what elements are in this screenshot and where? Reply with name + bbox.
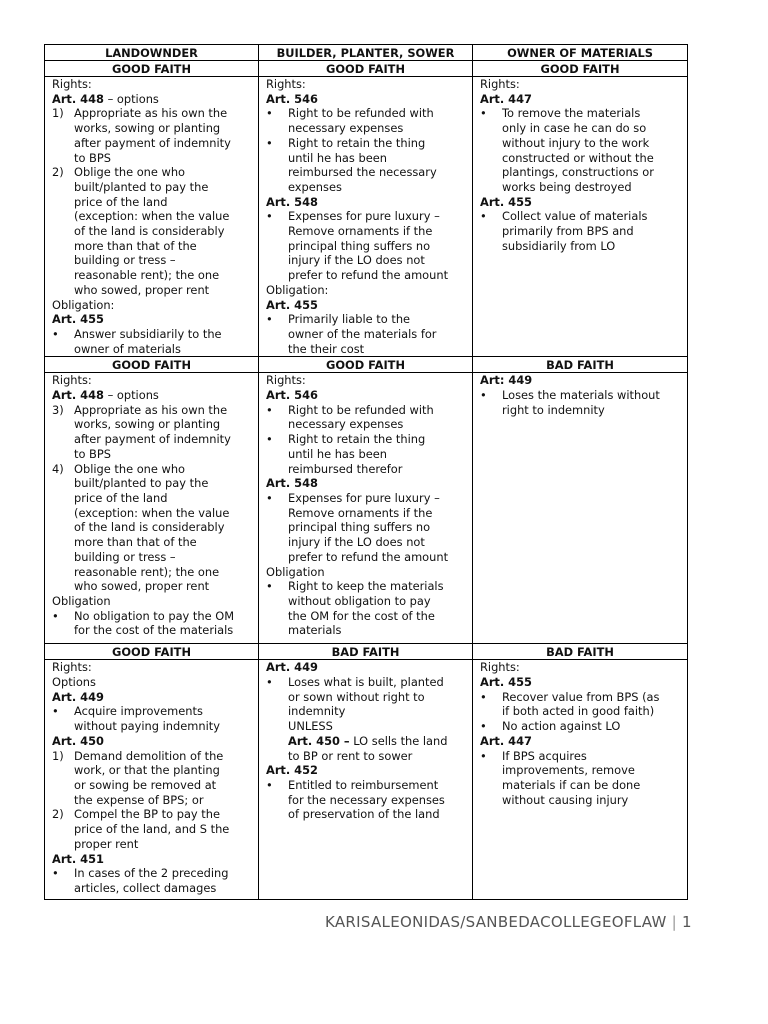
faith-label-row [45,644,688,660]
bullet-item [266,106,468,121]
continuation-text: subsidiarily from LO [502,238,616,253]
bullet-item [52,609,254,624]
bullet-item [266,432,468,447]
cell-content [473,77,688,357]
continuation-text: owner of the materials for [288,326,437,341]
continuation-text: reimbursed therefor [288,461,403,476]
continuation-text: to BPS [74,150,111,165]
bullet-item [266,312,468,327]
faith-label: GOOD FAITH [473,61,688,77]
bullet-item [52,704,254,719]
table-header-row [45,45,688,61]
article-line [480,675,683,690]
bullet-item [266,136,468,151]
continuation-text: expenses [288,179,342,194]
continuation-text: the OM for the cost of the [288,608,435,623]
cell-content [259,660,473,900]
continuation-text: works, sowing or planting [74,121,221,136]
article-line [52,312,254,327]
article-line [480,373,683,388]
continuation-text: Remove ornaments if the [288,505,433,520]
continuation-text: improvements, remove [502,763,635,778]
continuation-text: materials [288,623,342,638]
article-line [266,92,468,107]
bullet-item [480,106,683,121]
article-line [52,690,254,705]
continuation-text: without injury to the work [502,135,650,150]
article-ref: Art. 455 [480,675,532,690]
table-row [45,660,688,900]
continuation-text: without obligation to pay [288,593,431,608]
item-number: 2) [52,807,64,822]
faith-label: BAD FAITH [473,644,688,660]
continuation-text: more than that of the [74,238,197,253]
continuation-text: (exception: when the value [74,209,230,224]
bullet-marker: • [480,388,487,403]
bullet-text: Loses what is built, planted [288,675,444,690]
cell-content [45,77,259,357]
bullet-text: No action against LO [502,719,621,734]
bullet-item [52,866,254,881]
article-ref: Art. 449 [266,660,318,675]
cell-text: Obligation: [266,282,329,297]
article-ref: Art. 449 [52,689,104,704]
page-number: 1 [682,913,692,931]
continuation-text: price of the land [74,194,168,209]
continuation-text: injury if the LO does not [288,535,425,550]
article-line [266,476,468,491]
article-line [266,734,468,749]
bullet-marker: • [266,135,273,150]
continuation-text: after payment of indemnity [74,135,231,150]
continuation-text: only in case he can do so [502,121,647,136]
continuation-text: reasonable rent); the one [74,268,220,283]
cell-text: Rights: [52,660,92,675]
faith-label: BAD FAITH [473,357,688,373]
continuation-text: without causing injury [502,792,629,807]
continuation-text: necessary expenses [288,121,404,136]
bullet-marker: • [266,777,273,792]
cell-text: Rights: [266,77,306,91]
bullet-item [266,403,468,418]
bullet-item [52,327,254,342]
item-number: 3) [52,402,64,417]
continuation-text: of the land is considerably [74,224,225,239]
bullet-marker: • [52,704,59,719]
continuation-text: plantings, constructions or [502,165,654,180]
article-line [480,734,683,749]
article-line [266,660,468,675]
bullet-item [266,778,468,793]
article-line [480,92,683,107]
continuation-text: indemnity [288,704,346,719]
bullet-marker: • [52,326,59,341]
continuation-text: the their cost [288,341,365,356]
continuation-text: price of the land [74,490,168,505]
continuation-text: owner of materials [74,341,181,356]
bullet-item [266,491,468,506]
continuation-text: who sowed, proper rent [74,282,210,297]
faith-label: GOOD FAITH [259,61,473,77]
article-ref: Art: 449 [480,373,533,388]
article-line [52,852,254,867]
article-line [480,195,683,210]
bullet-text: Answer subsidiarily to the [74,326,222,341]
bullet-marker: • [266,432,273,447]
numbered-item [52,749,254,764]
cell-content [45,373,259,644]
bullet-text: Loses the materials without [502,388,660,403]
continuation-text: for the necessary expenses [288,792,445,807]
continuation-text: or sowing be removed at [74,777,217,792]
cell-text: Rights: [52,77,92,91]
article-ref: Art. 451 [52,851,104,866]
article-ref: Art. 546 [266,388,318,403]
continuation-text: reasonable rent); the one [74,564,220,579]
column-header-builder-planter-sower: BUILDER, PLANTER, SOWER [259,45,473,61]
continuation-text: price of the land, and S the [74,822,230,837]
article-ref: Art. 450 [52,733,104,748]
continuation-text: principal thing suffers no [288,520,431,535]
item-text: Appropriate as his own the [74,106,228,121]
bullet-marker: • [52,866,59,881]
continuation-text: work, or that the planting [74,763,220,778]
item-number: 1) [52,748,64,763]
page-footer [325,913,692,931]
continuation-text: right to indemnity [502,402,605,417]
bullet-marker: • [480,719,487,734]
continuation-text: works, sowing or planting [74,417,221,432]
bullet-marker: • [480,209,487,224]
article-line [266,195,468,210]
bullet-marker: • [266,675,273,690]
item-text: Oblige the one who [74,461,186,476]
article-ref: Art. 548 [266,194,318,209]
bullet-text: Recover value from BPS (as [502,689,660,704]
cell-content [45,660,259,900]
bullet-marker: • [480,689,487,704]
bullet-text: Right to be refunded with [288,106,434,121]
continuation-text: more than that of the [74,535,197,550]
article-note: LO sells the land [349,733,448,748]
cell-content [473,660,688,900]
continuation-text: to BPS [74,446,111,461]
article-line [266,298,468,313]
continuation-text: after payment of indemnity [74,432,231,447]
continuation-text: reimbursed the necessary [288,165,437,180]
footer-text: KARISALEONIDAS/SANBEDACOLLEGEOFLAW [325,913,667,931]
continuation-text: (exception: when the value [74,505,230,520]
faith-label-row [45,357,688,373]
bullet-item [480,388,683,403]
faith-label: GOOD FAITH [259,357,473,373]
continuation-text: without paying indemnity [74,719,220,734]
faith-label: BAD FAITH [259,644,473,660]
bullet-text: Right to be refunded with [288,402,434,417]
article-ref: Art. 455 [52,312,104,327]
item-number: 4) [52,461,64,476]
bullet-text: Right to retain the thing [288,432,426,447]
numbered-item [52,403,254,418]
bullet-text: Collect value of materials [502,209,648,224]
cell-content [259,373,473,644]
continuation-text: building or tress – [74,253,176,268]
bullet-text: Expenses for pure luxury – [288,490,440,505]
faith-label: GOOD FAITH [45,357,259,373]
bullet-marker: • [266,402,273,417]
continuation-text: for the cost of the materials [74,623,234,638]
continuation-text: built/planted to pay the [74,476,209,491]
cell-text: Options [52,675,96,690]
bullet-text: Expenses for pure luxury – [288,209,440,224]
cell-text: Obligation [52,593,111,608]
bullet-item [266,579,468,594]
continuation-text: of preservation of the land [288,807,440,822]
numbered-item [52,106,254,121]
bullet-marker: • [266,579,273,594]
continuation-text: building or tress – [74,549,176,564]
numbered-item [52,165,254,180]
continuation-text: the expense of BPS; or [74,792,204,807]
cell-text: Obligation [266,564,325,579]
bullet-item [480,749,683,764]
item-number: 1) [52,106,64,121]
column-header-landowner: LANDOWNDER [45,45,259,61]
footer-separator: | [671,913,678,931]
continuation-text: prefer to refund the amount [288,549,449,564]
article-note: – options [103,91,159,106]
bullet-text: No obligation to pay the OM [74,608,235,623]
continuation-text: UNLESS [288,719,333,734]
bullet-item [480,719,683,734]
cell-text: Rights: [480,77,520,91]
article-ref: Art. 448 [52,91,104,106]
numbered-item [52,462,254,477]
bullet-text: Right to retain the thing [288,135,426,150]
article-line [266,388,468,403]
continuation-text: who sowed, proper rent [74,579,210,594]
bullet-marker: • [266,106,273,121]
continuation-text: proper rent [74,836,139,851]
continuation-text: Remove ornaments if the [288,224,433,239]
bullet-text: If BPS acquires [502,748,587,763]
bullet-marker: • [52,608,59,623]
article-line [266,763,468,778]
continuation-text: if both acted in good faith) [502,704,655,719]
continuation-text: until he has been [288,446,387,461]
continuation-text: until he has been [288,150,387,165]
item-text: Appropriate as his own the [74,402,228,417]
item-text: Demand demolition of the [74,748,224,763]
cell-text: Rights: [480,660,520,675]
continuation-text: articles, collect damages [74,880,217,895]
continuation-text: constructed or without the [502,150,654,165]
comparison-table [44,44,688,900]
bullet-text: Acquire improvements [74,704,203,719]
article-ref: Art. 455 [266,297,318,312]
bullet-item [480,209,683,224]
article-line [52,734,254,749]
numbered-item [52,807,254,822]
item-text: Oblige the one who [74,165,186,180]
article-ref: Art. 448 [52,388,104,403]
article-ref: Art. 452 [266,763,318,778]
continuation-text: principal thing suffers no [288,238,431,253]
bullet-text: In cases of the 2 preceding [74,866,229,881]
continuation-text: built/planted to pay the [74,179,209,194]
bullet-text: To remove the materials [502,106,641,121]
bullet-item [266,209,468,224]
article-ref: Art. 455 [480,194,532,209]
faith-label: GOOD FAITH [45,644,259,660]
bullet-text: Right to keep the materials [288,579,444,594]
bullet-marker: • [266,490,273,505]
article-line [52,388,254,403]
bullet-marker: • [480,106,487,121]
bullet-text: Entitled to reimbursement [288,777,439,792]
bullet-marker: • [480,748,487,763]
faith-label-row [45,61,688,77]
bullet-marker: • [266,312,273,327]
item-text: Compel the BP to pay the [74,807,220,822]
bullet-text: Primarily liable to the [288,312,411,327]
article-line [52,92,254,107]
bullet-item [480,690,683,705]
bullet-item [266,675,468,690]
continuation-text: of the land is considerably [74,520,225,535]
faith-label: GOOD FAITH [45,61,259,77]
item-number: 2) [52,165,64,180]
column-header-owner-of-materials: OWNER OF MATERIALS [473,45,688,61]
article-ref: Art. 546 [266,91,318,106]
continuation-text: injury if the LO does not [288,253,425,268]
continuation-text: or sown without right to [288,689,425,704]
continuation-text: necessary expenses [288,417,404,432]
continuation-text: materials if can be done [502,777,641,792]
article-ref: Art. 447 [480,733,532,748]
cell-content [473,373,688,644]
article-ref: Art. 548 [266,476,318,491]
cell-text: Obligation: [52,297,115,312]
continuation-text: prefer to refund the amount [288,268,449,283]
table-row [45,373,688,644]
continuation-text: primarily from BPS and [502,224,634,239]
article-ref: Art. 450 – [288,733,350,748]
cell-text: Rights: [52,373,92,388]
cell-content [259,77,473,357]
continuation-text: to BP or rent to sower [288,748,413,763]
article-ref: Art. 447 [480,91,532,106]
cell-text: Rights: [266,373,306,388]
article-note: – options [103,388,159,403]
bullet-marker: • [266,209,273,224]
continuation-text: works being destroyed [502,179,632,194]
table-row [45,77,688,357]
